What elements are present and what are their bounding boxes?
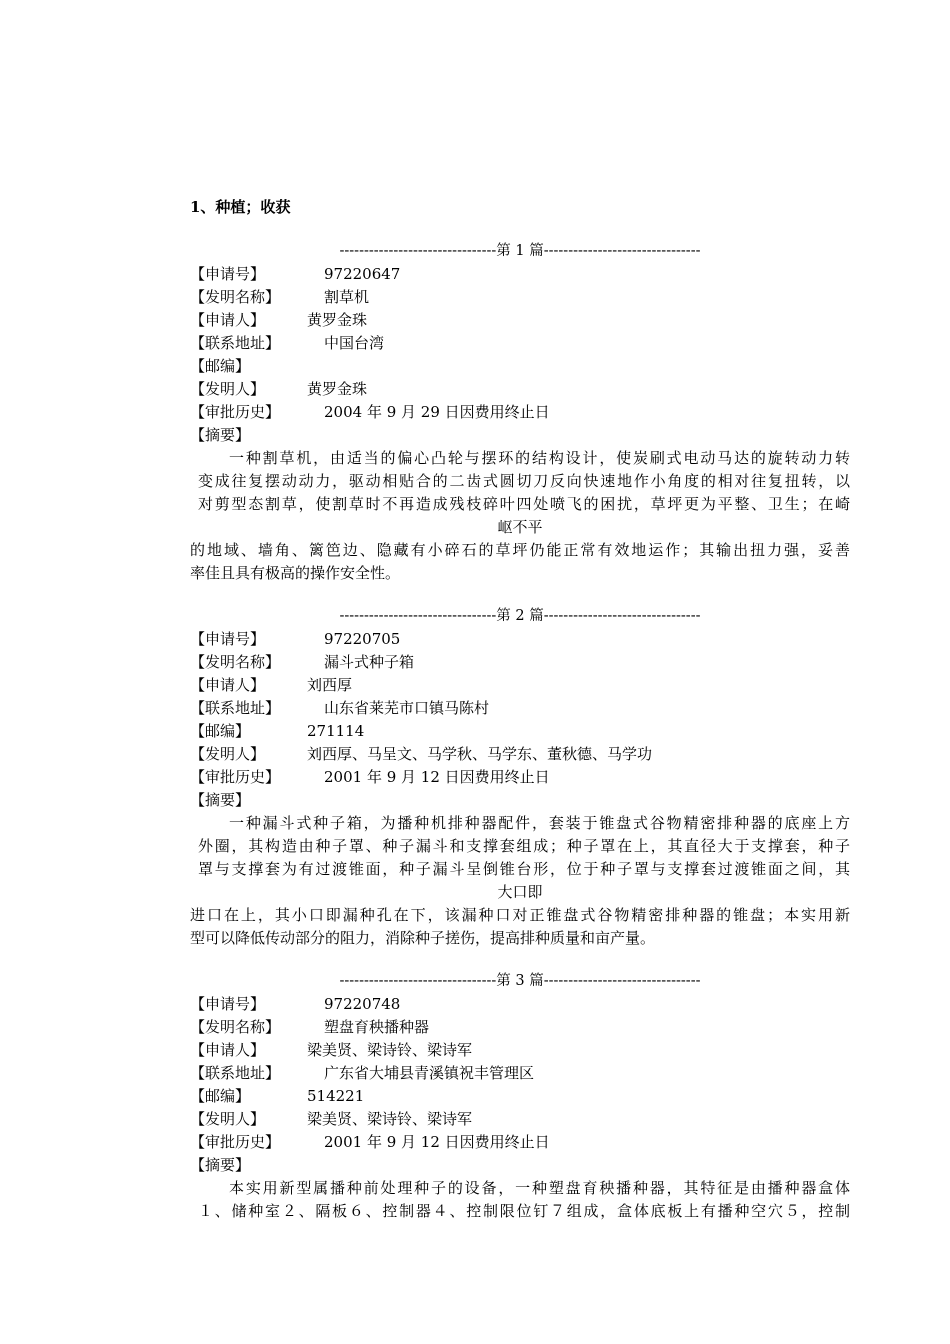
field-value: 中国台湾 <box>324 334 385 352</box>
field-application-number <box>190 263 850 286</box>
field-value: 514221 <box>307 1087 365 1105</box>
abstract-line: 型可以降低传动部分的阻力，消除种子搓伤，提高排种质量和亩产量。 <box>190 929 656 947</box>
field-label: 【联系地址】 <box>190 699 281 717</box>
field-inventor <box>190 743 850 766</box>
field-postcode <box>190 355 850 378</box>
abstract-line: 的地域、墙角、篱笆边、隐藏有小碎石的草坪仍能正常有效地运作；其输出扭力强，妥善 <box>190 541 850 559</box>
field-value: 2004 年 9 月 29 日因费用终止日 <box>324 403 550 421</box>
entry-separator: --------------------------------第 1 篇-------------------------------- <box>339 243 701 259</box>
patent-entry-2 <box>190 605 850 950</box>
field-label: 【申请人】 <box>190 676 266 694</box>
field-invention-name <box>190 651 850 674</box>
field-label: 【联系地址】 <box>190 1064 281 1082</box>
field-label: 【审批历史】 <box>190 1133 281 1151</box>
field-applicant <box>190 309 850 332</box>
field-label: 【审批历史】 <box>190 403 281 421</box>
field-label: 【发明名称】 <box>190 653 281 671</box>
entry-separator: --------------------------------第 3 篇-------------------------------- <box>339 973 701 989</box>
field-value: 2001 年 9 月 12 日因费用终止日 <box>324 768 550 786</box>
field-label: 【发明名称】 <box>190 1018 281 1036</box>
field-label: 【邮编】 <box>190 357 251 375</box>
field-label: 【申请号】 <box>190 265 266 283</box>
abstract-line: 进口在上，其小口即漏种孔在下，该漏种口对正锥盘式谷物精密排种器的锥盘；本实用新 <box>190 906 850 924</box>
field-approval-history <box>190 766 850 789</box>
patent-entry-1 <box>190 240 850 585</box>
abstract-line: 一种漏斗式种子箱，为播种机排种器配件，套装于锥盘式谷物精密排种器的底座上方 <box>229 814 850 832</box>
field-application-number <box>190 628 850 651</box>
field-label: 【发明人】 <box>190 745 266 763</box>
field-label: 【摘要】 <box>190 1156 251 1174</box>
field-value: 2001 年 9 月 12 日因费用终止日 <box>324 1133 550 1151</box>
field-invention-name <box>190 1016 850 1039</box>
field-value: 97220647 <box>324 265 401 283</box>
field-value: 黄罗金珠 <box>307 311 368 329</box>
abstract-text <box>190 812 850 950</box>
field-abstract <box>190 789 850 812</box>
abstract-line: 一种割草机，由适当的偏心凸轮与摆环的结构设计，使炭刷式电动马达的旋转动力转 <box>229 449 850 467</box>
field-abstract <box>190 424 850 447</box>
field-value: 97220705 <box>324 630 401 648</box>
field-application-number <box>190 993 850 1016</box>
abstract-line: １、储种室２、隔板６、控制器４、控制限位钉７组成，盒体底板上有播种空穴５，控制 <box>198 1202 850 1220</box>
entry-separator: --------------------------------第 2 篇-------------------------------- <box>339 608 701 624</box>
field-label: 【发明人】 <box>190 380 266 398</box>
abstract-line: 本实用新型属播种前处理种子的设备，一种塑盘育秧播种器，其特征是由播种器盒体 <box>229 1179 850 1197</box>
field-value: 割草机 <box>324 288 370 306</box>
field-value: 漏斗式种子箱 <box>324 653 415 671</box>
field-approval-history <box>190 1131 850 1154</box>
field-value: 刘西厚 <box>307 676 353 694</box>
field-label: 【摘要】 <box>190 426 251 444</box>
field-label: 【邮编】 <box>190 722 251 740</box>
field-label: 【申请号】 <box>190 995 266 1013</box>
field-label: 【摘要】 <box>190 791 251 809</box>
field-value: 塑盘育秧播种器 <box>324 1018 430 1036</box>
field-address <box>190 332 850 355</box>
field-label: 【发明人】 <box>190 1110 266 1128</box>
field-label: 【申请人】 <box>190 1041 266 1059</box>
abstract-line: 大口即 <box>497 883 543 901</box>
patent-entry-3 <box>190 970 850 1223</box>
field-address <box>190 697 850 720</box>
field-applicant <box>190 674 850 697</box>
field-value: 黄罗金珠 <box>307 380 368 398</box>
field-inventor <box>190 1108 850 1131</box>
abstract-line: 外圈，其构造由种子罩、种子漏斗和支撑套组成；种子罩在上，其直径大于支撑套，种子 <box>198 837 850 855</box>
abstract-line: 岖不平 <box>497 518 543 536</box>
field-value: 刘西厚、马呈文、马学秋、马学东、董秋德、马学功 <box>307 745 653 763</box>
field-postcode <box>190 720 850 743</box>
field-address <box>190 1062 850 1085</box>
field-approval-history <box>190 401 850 424</box>
abstract-text <box>190 447 850 585</box>
field-label: 【邮编】 <box>190 1087 251 1105</box>
field-inventor <box>190 378 850 401</box>
field-value: 广东省大埔县青溪镇祝丰管理区 <box>324 1064 535 1082</box>
field-label: 【联系地址】 <box>190 334 281 352</box>
field-value: 梁美贤、梁诗铃、梁诗军 <box>307 1041 473 1059</box>
abstract-line: 对剪型态割草，使割草时不再造成残枝碎叶四处喷飞的困扰，草坪更为平整、卫生；在崎 <box>198 495 850 513</box>
field-label: 【申请人】 <box>190 311 266 329</box>
section-title: 1、种植；收获 <box>190 198 291 216</box>
field-label: 【审批历史】 <box>190 768 281 786</box>
field-abstract <box>190 1154 850 1177</box>
field-label: 【申请号】 <box>190 630 266 648</box>
abstract-text <box>190 1177 850 1223</box>
abstract-line: 罩与支撑套为有过渡锥面，种子漏斗呈倒锥台形，位于种子罩与支撑套过渡锥面之间，其 <box>198 860 850 878</box>
field-value: 271114 <box>307 722 365 740</box>
abstract-line: 变成往复摆动动力，驱动相贴合的二齿式圆切刀反向快速地作小角度的相对往复扭转，以 <box>198 472 850 490</box>
field-invention-name <box>190 286 850 309</box>
field-value: 山东省莱芜市口镇马陈村 <box>324 699 490 717</box>
field-value: 梁美贤、梁诗铃、梁诗军 <box>307 1110 473 1128</box>
field-postcode <box>190 1085 850 1108</box>
abstract-line: 率佳且具有极高的操作安全性。 <box>190 564 401 582</box>
field-value: 97220748 <box>324 995 401 1013</box>
field-label: 【发明名称】 <box>190 288 281 306</box>
field-applicant <box>190 1039 850 1062</box>
